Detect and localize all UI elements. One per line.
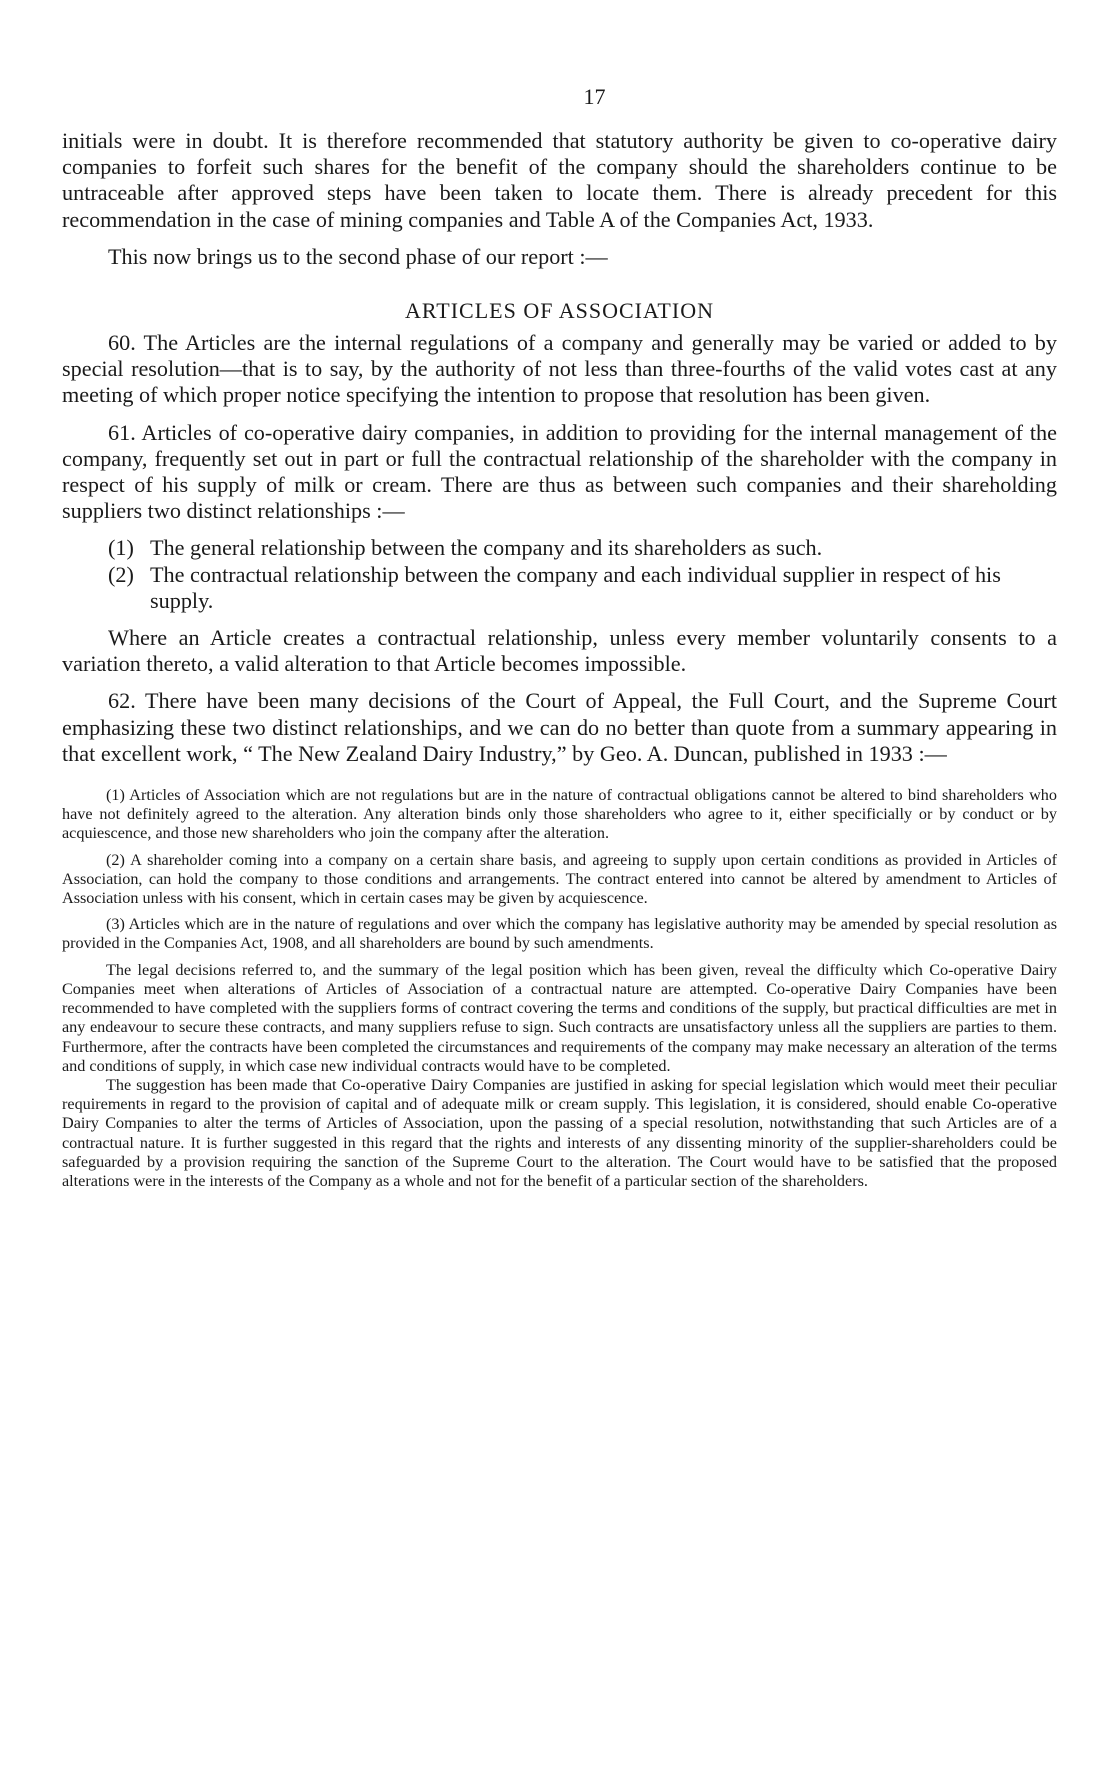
suggestion-paragraph: The suggestion has been made that Co-operative Dairy Companies are justified in asking for special legislation which would meet their peculiar requirements in regard to the provision of capital and of adequate milk or cream supply. This legislation, it is considered, should enable Co-operative Dairy Companies to alter the terms of Articles of Association, upon the passing of a special resolution, notwithstanding that such Articles are of a contractual nature. It is further suggested in this regard that the rights and interests of any dissenting minority of the supplier-shareholders could be safeguarded by a provision requiring the sanction of the Supreme Court to the alteration. The Court would have to be satisfied that the proposed alterations were in the interests of the Company as a whole and not for the benefit of a particular section of the shareholders. [62, 1075, 1057, 1190]
continuation-paragraph: initials were in doubt. It is therefore recommended that statutory authority be given to co-operative dairy companies to forfeit such shares for the benefit of the company should the shareholders continue to be untraceable after approved steps have been taken to locate them. There is already precedent for this recommendation in the case of mining companies and Table A of the Companies Act, 1933. [62, 128, 1057, 232]
quote-item-3: (3) Articles which are in the nature of regulations and over which the company has legislative authority may be amended by special resolution as provided in the Companies Act, 1908, and all shareholders are bound by such amendments. [62, 915, 1057, 953]
commentary-paragraph: The legal decisions referred to, and the summary of the legal position which has been given, reveal the difficulty which Co-operative Dairy Companies meet when alterations of Articles of Association of a contractual nature are attempted. Co-operative Dairy Companies have been recommended to have completed with the suppliers forms of contract covering the terms and conditions of the supply, but practical difficulties are met in any endeavour to secure these contracts, and many suppliers refuse to sign. Such contracts are unsatisfactory unless all the suppliers are parties to them. Furthermore, after the contracts have been completed the circumstances and requirements of the company may make necessary an alteration of the terms and conditions of supply, in which case new individual contracts would have to be completed. [62, 960, 1057, 1075]
quote-item-2: (2) A shareholder coming into a company on a certain share basis, and agreeing to supply upon certain conditions as provided in Articles of Association, can hold the company to those conditions and arrangements. The contract entered into cannot be altered by amendment to Articles of Association unless with his consent, which in certain cases may be given by acquiescence. [62, 850, 1057, 908]
document-page [62, 84, 1057, 1191]
relationship-number: (2) [108, 561, 134, 587]
page-number: 17 [583, 84, 606, 109]
relationship-item [62, 535, 1057, 561]
paragraph-62: 62. There have been many decisions of the Court of Appeal, the Full Court, and the Supreme Court emphasizing these two distinct relationships, and we can do no better than quote from a summary appearing in that excellent work, “ The New Zealand Dairy Industry,” by Geo. A. Duncan, published in 1933 :— [62, 688, 1057, 766]
section-heading: ARTICLES OF ASSOCIATION [405, 298, 714, 324]
relationship-text: The general relationship between the company and its shareholders as such. [150, 535, 823, 561]
paragraph-61: 61. Articles of co-operative dairy companies, in addition to providing for the internal management of the company, frequently set out in part or full the contractual relationship of the shareholder with the company in respect of his supply of milk or cream. There are thus as between such companies and their shareholding suppliers two distinct relationships :— [62, 419, 1057, 524]
relationship-text: The contractual relationship between the company and each individual supplier in respect of his supply. [150, 561, 1001, 613]
quote-item-1: (1) Articles of Association which are not regulations but are in the nature of contractual obligations cannot be altered to bind shareholders who have not definitely agreed to the alteration. Any alteration binds only those shareholders who agree to it, either specificially or by conduct or by acquiescence, and those new shareholders who join the company after the alteration. [62, 786, 1057, 843]
main-text [62, 128, 1057, 767]
paragraph-61-close: Where an Article creates a contractual relationship, unless every member voluntarily consents to a variation thereto, a valid alteration to that Article becomes impossible. [62, 625, 1057, 677]
transition-paragraph: This now brings us to the second phase of our report :— [108, 243, 608, 269]
paragraph-60: 60. The Articles are the internal regulations of a company and generally may be varied or added to by special resolution—that is to say, by the authority of not less than three-fourths of the valid votes cast at any meeting of which proper notice specifying the intention to propose that resolution has been given. [62, 330, 1057, 408]
quoted-summary [62, 786, 1057, 1191]
relationship-number: (1) [108, 535, 134, 561]
relationship-item [62, 562, 1057, 614]
